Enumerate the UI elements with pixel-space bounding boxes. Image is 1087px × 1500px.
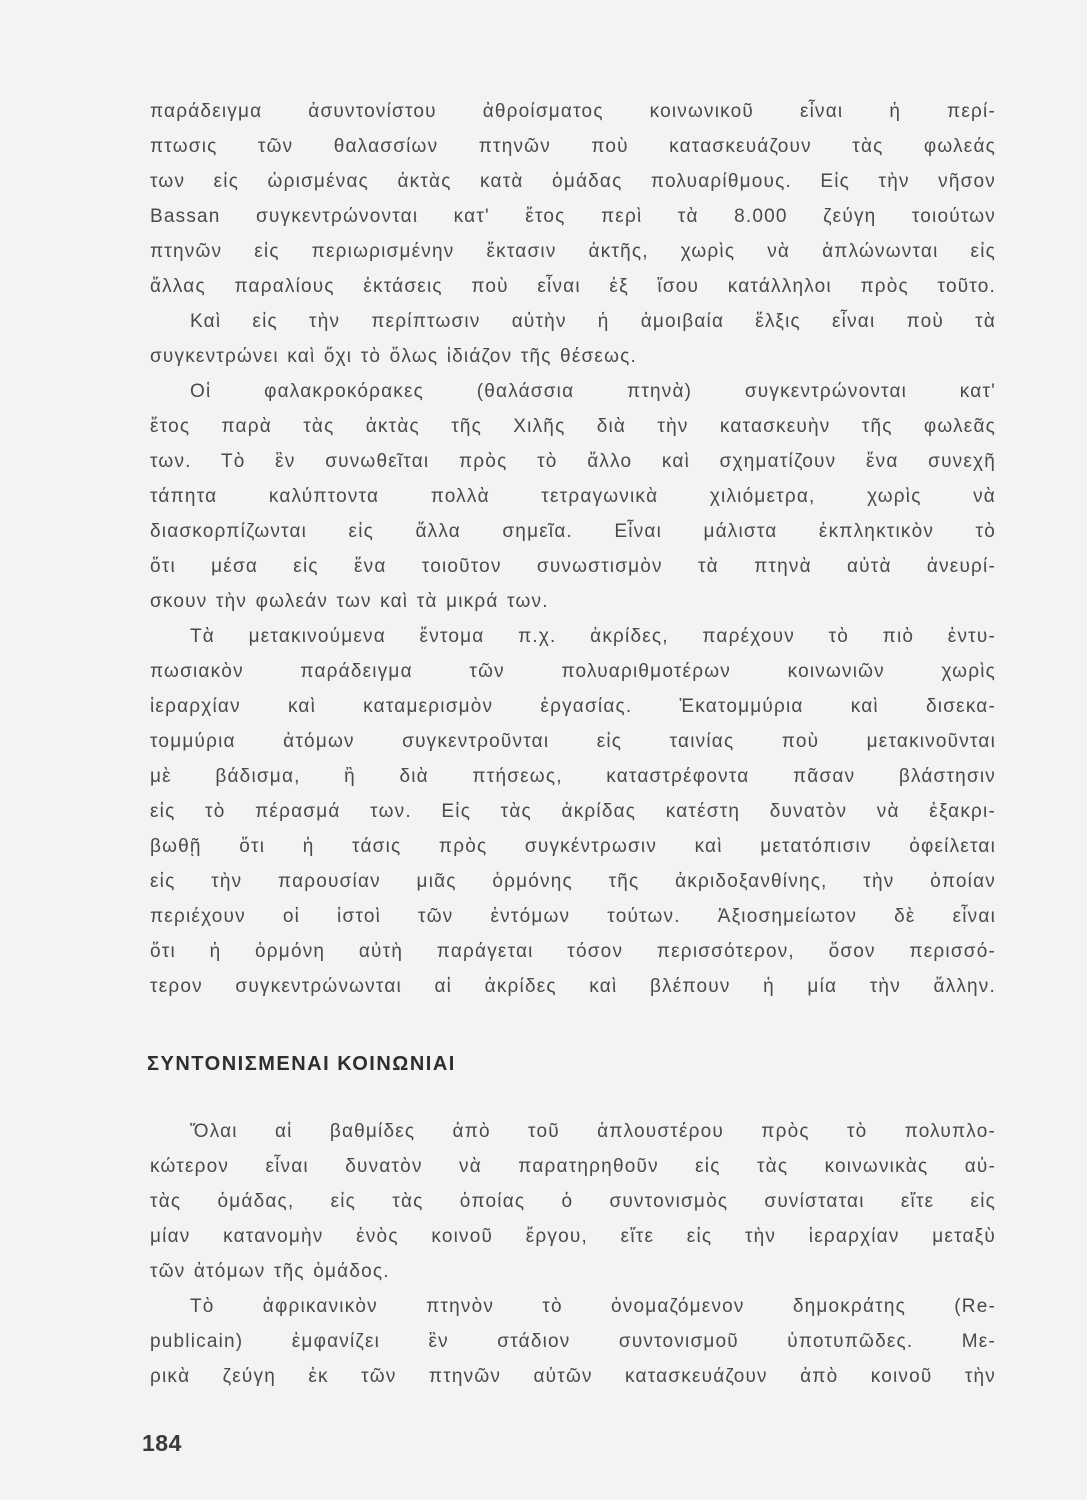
text-line: Bassan συγκεντρώνονται κατ' ἔτος περὶ τὰ 8.000 ζεύγη τοιούτων <box>150 206 996 227</box>
text-line: τερον συγκεντρώνωνται αἱ ἀκρίδες καὶ βλέπουν ἡ μία τὴν ἄλλην. <box>150 976 996 997</box>
text-line: συγκεντρώνει καὶ ὄχι τὸ ὅλως ἰδιάζον τῆς θέσεως. <box>150 346 637 367</box>
text-line: ὅτι ἡ ὁρμόνη αὐτὴ παράγεται τόσον περισσότερον, ὅσον περισσό- <box>150 941 996 962</box>
text-line: μὲ βάδισμα, ἢ διὰ πτήσεως, καταστρέφοντα πᾶσαν βλάστησιν <box>150 766 996 787</box>
text-line: περιέχουν οἱ ἱστοὶ τῶν ἐντόμων τούτων. Ἀξιοσημείωτον δὲ εἶναι <box>150 906 996 927</box>
text-line: τὰς ὁμάδας, εἰς τὰς ὁποίας ὁ συντονισμὸς συνίσταται εἴτε εἰς <box>150 1191 996 1212</box>
text-line: κώτερον εἶναι δυνατὸν νὰ παρατηρηθοῦν εἰς τὰς κοινωνικὰς αὐ- <box>150 1156 996 1177</box>
text-line: διασκορπίζωνται εἰς ἄλλα σημεῖα. Εἶναι μάλιστα ἐκπληκτικὸν τὸ <box>150 521 996 542</box>
text-line: ὅτι μέσα εἰς ἕνα τοιοῦτον συνωστισμὸν τὰ πτηνὰ αὐτὰ ἀνευρί- <box>150 556 996 577</box>
text-line: πτηνῶν εἰς περιωρισμένην ἔκτασιν ἀκτῆς, χωρὶς νὰ ἁπλώνωνται εἰς <box>150 241 996 262</box>
text-line: ἔτος παρὰ τὰς ἀκτὰς τῆς Χιλῆς διὰ τὴν κατασκευὴν τῆς φωλεᾶς <box>150 416 996 437</box>
text-line: ἄλλας παραλίους ἐκτάσεις ποὺ εἶναι ἐξ ἴσου κατάλληλοι πρὸς τοῦτο. <box>150 276 996 297</box>
text-line: τάπητα καλύπτοντα πολλὰ τετραγωνικὰ χιλιόμετρα, χωρὶς νὰ <box>150 486 996 507</box>
text-line: σκουν τὴν φωλεάν των καὶ τὰ μικρά των. <box>150 591 549 612</box>
text-line: των. Τὸ ἓν συνωθεῖται πρὸς τὸ ἄλλο καὶ σχηματίζουν ἕνα συνεχῆ <box>150 451 996 472</box>
text-line: publicain) ἐμφανίζει ἓν στάδιον συντονισμοῦ ὑποτυπῶδες. Με- <box>150 1331 996 1352</box>
text-line: ρικὰ ζεύγη ἐκ τῶν πτηνῶν αὐτῶν κατασκευάζουν ἀπὸ κοινοῦ τὴν <box>150 1366 996 1387</box>
text-line: Καὶ εἰς τὴν περίπτωσιν αὐτὴν ἡ ἀμοιβαία ἕλξις εἶναι ποὺ τὰ <box>190 311 996 332</box>
text-line: πτωσις τῶν θαλασσίων πτηνῶν ποὺ κατασκευάζουν τὰς φωλεάς <box>150 136 996 157</box>
text-line: τῶν ἀτόμων τῆς ὁμάδος. <box>150 1261 390 1282</box>
text-line: ἱεραρχίαν καὶ καταμερισμὸν ἐργασίας. Ἑκατομμύρια καὶ δισεκα- <box>150 696 996 717</box>
text-line: Οἱ φαλακροκόρακες (θαλάσσια πτηνὰ) συγκεντρώνονται κατ' <box>190 381 996 402</box>
text-line: Τὰ μετακινούμενα ἔντομα π.χ. ἀκρίδες, παρέχουν τὸ πιὸ ἐντυ- <box>190 626 996 647</box>
text-line: βωθῇ ὅτι ἡ τάσις πρὸς συγκέντρωσιν καὶ μετατόπισιν ὀφείλεται <box>150 836 996 857</box>
text-line: εἰς τὴν παρουσίαν μιᾶς ὁρμόνης τῆς ἀκριδοξανθίνης, τὴν ὁποίαν <box>150 871 996 892</box>
text-line: Ὅλαι αἱ βαθμίδες ἀπὸ τοῦ ἁπλουστέρου πρὸς τὸ πολυπλο- <box>190 1121 996 1142</box>
text-line: εἰς τὸ πέρασμά των. Εἰς τὰς ἀκρίδας κατέστη δυνατὸν νὰ ἐξακρι- <box>150 801 996 822</box>
section-heading: ΣΥΝΤΟΝΙΣΜΕΝΑΙ ΚΟΙΝΩΝΙΑΙ <box>147 1053 456 1075</box>
page-number: 184 <box>142 1430 182 1456</box>
text-line: των εἰς ὡρισμένας ἀκτὰς κατὰ ὁμάδας πολυαρίθμους. Εἰς τὴν νῆσον <box>150 171 996 192</box>
text-line: μίαν κατανομὴν ἑνὸς κοινοῦ ἔργου, εἴτε εἰς τὴν ἱεραρχίαν μεταξὺ <box>150 1226 996 1247</box>
text-line: Τὸ ἀφρικανικὸν πτηνὸν τὸ ὀνομαζόμενον δημοκράτης (Re- <box>190 1296 996 1317</box>
text-line: παράδειγμα ἀσυντονίστου ἀθροίσματος κοινωνικοῦ εἶναι ἡ περί- <box>150 101 996 122</box>
text-line: τομμύρια ἀτόμων συγκεντροῦνται εἰς ταινίας ποὺ μετακινοῦνται <box>150 731 996 752</box>
text-line: πωσιακὸν παράδειγμα τῶν πολυαριθμοτέρων κοινωνιῶν χωρὶς <box>150 661 996 682</box>
